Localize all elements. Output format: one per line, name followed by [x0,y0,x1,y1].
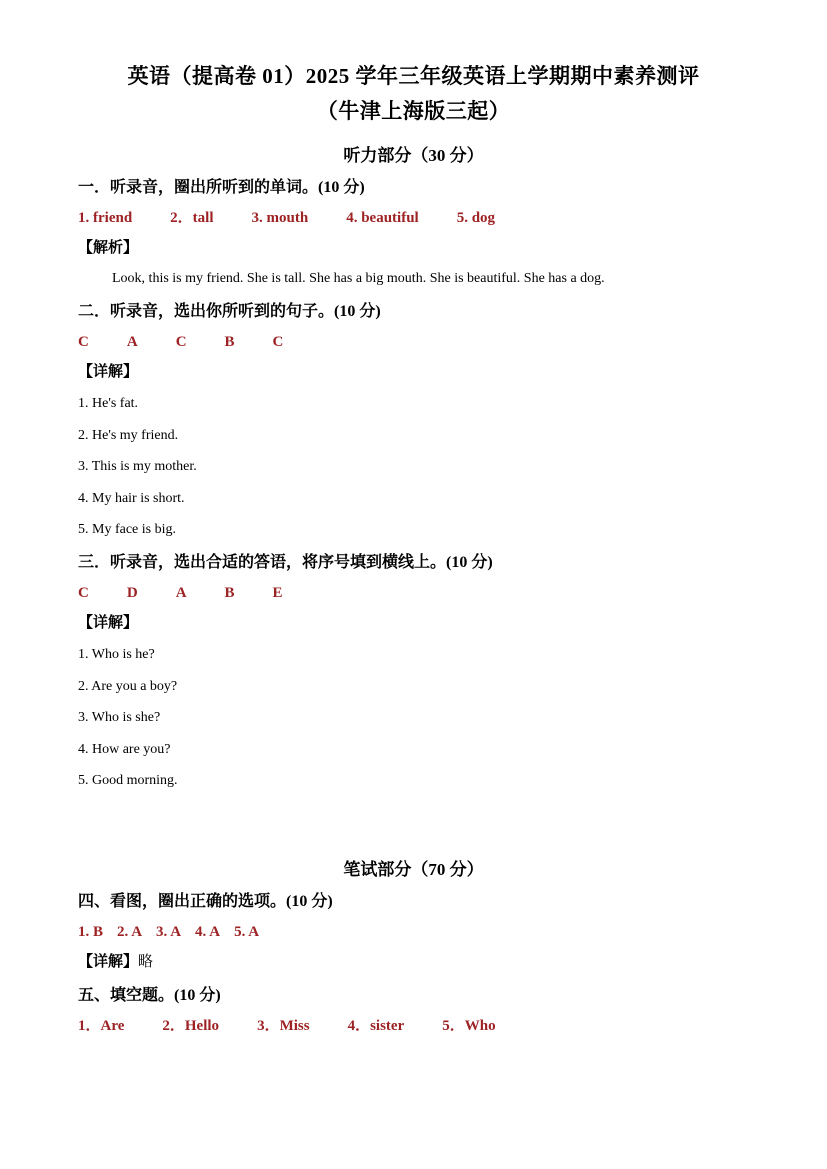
answer-item: B [224,334,235,351]
question-heading-5: 五、填空题。(10 分) [78,987,221,1005]
explanation-item: 1. He's fat. [78,396,139,412]
answer-item: 5. A [234,924,260,941]
explanation-item: 3. Who is she? [78,710,161,726]
document-title-line-2: （牛津上海版三起） [316,98,511,123]
answer-item: A [175,585,187,602]
explanation-label-1: 【解析】 [78,240,139,257]
explanation-item: 2. He's my friend. [78,427,179,443]
explanation-item: 5. My face is big. [78,522,176,538]
question-heading-2: 二．听录音，选出你所听到的句子。(10 分) [78,303,381,321]
answer-item: 3. mouth [251,210,309,227]
explanation-label-3: 【详解】 [78,615,139,632]
question-heading-1: 一．听录音，圈出所听到的单词。(10 分) [78,179,365,197]
answer-item: 5．Who [442,1018,496,1035]
answer-item: C [272,334,284,351]
answer-item: C [78,334,89,351]
explanation-item: 4. How are you? [78,741,171,757]
answer-item: A [126,334,138,351]
explanation-label-2: 【详解】 [78,364,139,381]
question-heading-3: 三．听录音，选出合适的答语，将序号填到横线上。(10 分) [78,554,493,572]
listening-script-1: Look, this is my friend. She is tall. She has a big mouth. She is beautiful. She has a dog. [112,271,605,287]
answer-item: B [224,585,235,602]
explanation-item: 4. My hair is short. [78,490,185,506]
answer-row-1 [78,206,749,230]
answer-item: 2. A [117,924,143,941]
answer-item: 4. A [195,924,221,941]
explanation-suffix: 略 [138,954,154,971]
answer-item: 1. friend [78,210,133,227]
answer-item: C [175,334,187,351]
answer-item: 5. dog [456,210,496,227]
answer-item: 4. beautiful [346,210,419,227]
explanation-item: 3. This is my mother. [78,459,197,475]
explanation-item: 2. Are you a boy? [78,678,178,694]
section-spacer [78,801,749,827]
answer-item: 1. B [78,924,104,941]
answer-item: 4．sister [347,1018,405,1035]
document-title-line-1: 英语（提高卷 01）2025 学年三年级英语上学期期中素养测评 [127,64,700,88]
explanation-item: 1. Who is he? [78,647,155,663]
explanation-label-4 [78,950,749,974]
answer-item: 3．Miss [257,1018,310,1035]
answer-item: D [126,585,138,602]
explanation-item: 5. Good morning. [78,773,178,788]
answer-row-2 [78,330,749,354]
answer-row-5 [78,1014,749,1038]
listening-section-heading: 听力部分（30 分） [343,146,484,166]
answer-item: 3. A [156,924,182,941]
answer-item: C [78,585,89,602]
explanation-label-text: 【详解】 [78,954,139,971]
answer-row-3 [78,581,749,605]
answer-item: 2．tall [170,210,214,227]
writing-section-heading: 笔试部分（70 分） [343,860,484,880]
answer-item: 2．Hello [162,1018,220,1035]
answer-item: E [272,585,283,602]
question-heading-4: 四、看图，圈出正确的选项。(10 分) [78,893,333,911]
answer-item: 1．Are [78,1018,125,1035]
answer-row-4 [78,920,749,944]
